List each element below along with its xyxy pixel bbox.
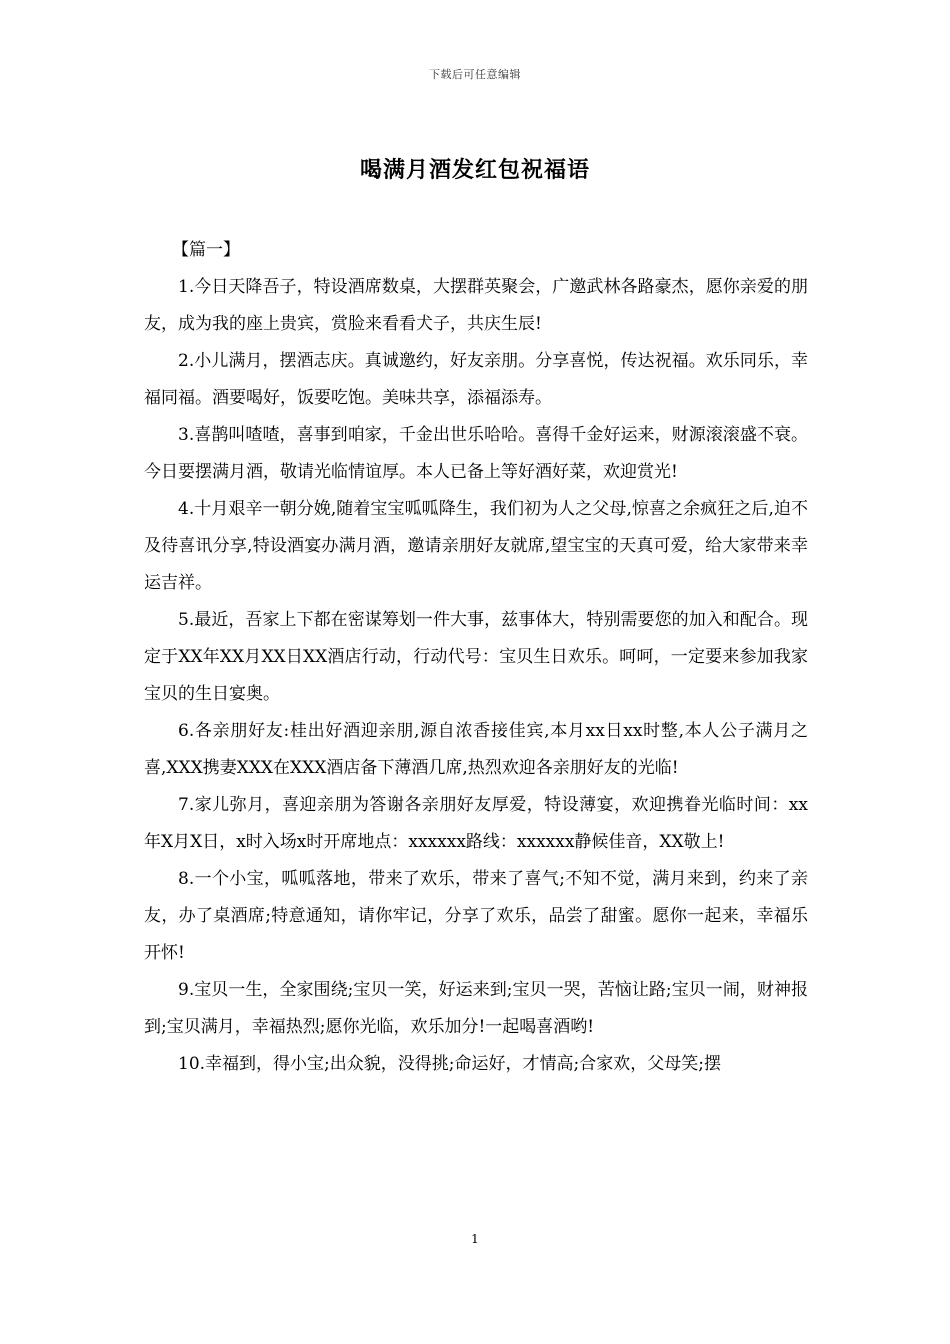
paragraph: 5.最近，吾家上下都在密谋筹划一件大事，兹事体大，特别需要您的加入和配合。现定于XX年XX月XX日XX酒店行动，行动代号：宝贝生日欢乐。呵呵，一定要来参加我家宝贝的生日宴奥。: [144, 610, 808, 704]
paragraph: 2.小儿满月，摆酒志庆。真诚邀约，好友亲朋。分享喜悦，传达祝福。欢乐同乐，幸福同福。酒要喝好，饭要吃饱。美味共享，添福添寿。: [144, 351, 808, 408]
paragraph: 4.十月艰辛一朝分娩,随着宝宝呱呱降生，我们初为人之父母,惊喜之余疯狂之后,迫不及待喜讯分享,特设酒宴办满月酒，邀请亲朋好友就席,望宝宝的天真可爱，给大家带来幸运吉祥。: [144, 499, 808, 593]
header-note: 下载后可任意编辑: [429, 68, 521, 81]
document-body: [144, 232, 808, 1083]
paragraph: 10.幸福到，得小宝;出众貌，没得挑;命运好，才情高;合家欢，父母笑;摆: [178, 1054, 721, 1074]
paragraph: 7.家儿弥月，喜迎亲朋为答谢各亲朋好友厚爱，特设薄宴，欢迎携眷光临时间：xx年X月X日，x时入场x时开席地点：xxxxxx路线：xxxxxx静候佳音，XX敬上!: [144, 795, 808, 852]
paragraph: 3.喜鹊叫喳喳，喜事到咱家，千金出世乐哈哈。喜得千金好运来，财源滚滚盛不衰。今日要摆满月酒，敬请光临情谊厚。本人已备上等好酒好菜，欢迎赏光!: [144, 425, 808, 482]
paragraph: 6.各亲朋好友:桂出好酒迎亲朋,源自浓香接佳宾,本月xx日xx时整,本人公子满月之喜,XXX携妻XXX在XXX酒店备下薄酒几席,热烈欢迎各亲朋好友的光临!: [144, 721, 808, 778]
document-title: 喝满月酒发红包祝福语: [359, 157, 590, 183]
section-label: 【篇一】: [172, 240, 240, 260]
paragraph: 8.一个小宝，呱呱落地，带来了欢乐，带来了喜气;不知不觉，满月来到，约来了亲友，办了桌酒席;特意通知，请你牢记，分享了欢乐，品尝了甜蜜。愿你一起来，幸福乐开怀!: [144, 869, 808, 963]
paragraph: 9.宝贝一生，全家围绕;宝贝一笑，好运来到;宝贝一哭，苦恼让路;宝贝一闹，财神报到;宝贝满月，幸福热烈;愿你光临，欢乐加分!一起喝喜酒哟!: [144, 980, 808, 1037]
page-number: 1: [471, 1232, 479, 1246]
paragraph: 1.今日天降吾子，特设酒席数桌，大摆群英聚会，广邀武林各路豪杰，愿你亲爱的朋友，成为我的座上贵宾，赏脸来看看犬子，共庆生辰!: [144, 277, 808, 334]
